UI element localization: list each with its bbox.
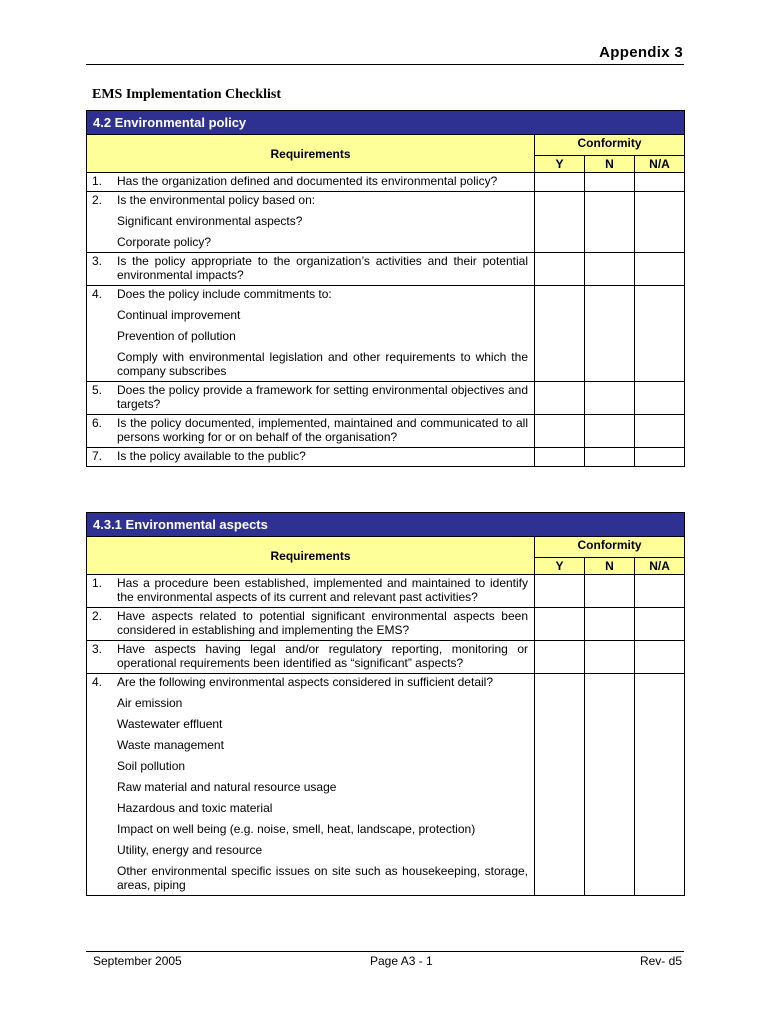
conformity-na-cell[interactable] — [635, 192, 685, 253]
conformity-na-cell[interactable] — [635, 253, 685, 286]
question-number: 1. — [92, 174, 103, 188]
requirement-cell — [87, 575, 535, 608]
requirement-cell — [87, 192, 535, 253]
na-column-header: N/A — [635, 156, 685, 173]
question-text: Does the policy include commitments to: — [117, 287, 332, 301]
document-title: EMS Implementation Checklist — [92, 87, 281, 102]
question-number: 3. — [92, 254, 103, 268]
conformity-na-cell[interactable] — [635, 608, 685, 641]
question-text: Has the organization defined and documented its environmental policy? — [117, 174, 498, 188]
question — [92, 253, 528, 282]
requirement-cell — [87, 382, 535, 415]
requirement-cell — [87, 415, 535, 448]
footer-rule — [86, 951, 684, 952]
sub-item: Prevention of pollution — [117, 329, 236, 343]
table-row — [87, 253, 685, 286]
question-text: Is the policy documented, implemented, maintained and communicated to all persons working for or on behalf of the organisation? — [117, 416, 528, 444]
conformity-y-cell[interactable] — [535, 674, 585, 896]
conformity-y-cell[interactable] — [535, 173, 585, 192]
question-text: Have aspects related to potential significant environmental aspects been considered in establishing and implementing the EMS? — [117, 609, 528, 637]
footer-revision: Rev- d5 — [639, 954, 682, 968]
checklist-table-environmental-policy — [86, 110, 685, 467]
y-column-header: Y — [535, 156, 585, 173]
conformity-header: Conformity — [535, 135, 685, 156]
table-row — [87, 575, 685, 608]
conformity-n-cell[interactable] — [585, 382, 635, 415]
conformity-y-cell[interactable] — [535, 575, 585, 608]
sub-item: Hazardous and toxic material — [117, 801, 273, 815]
question-number: 2. — [92, 193, 103, 207]
question — [92, 608, 528, 637]
conformity-n-cell[interactable] — [585, 173, 635, 192]
question-text: Are the following environmental aspects considered in sufficient detail? — [117, 675, 493, 689]
conformity-na-cell[interactable] — [635, 575, 685, 608]
requirement-cell — [87, 448, 535, 467]
requirements-header: Requirements — [87, 537, 535, 575]
sub-item: Impact on well being (e.g. noise, smell, heat, landscape, protection) — [117, 822, 476, 836]
conformity-na-cell[interactable] — [635, 448, 685, 467]
table-row — [87, 192, 685, 253]
conformity-y-cell[interactable] — [535, 641, 585, 674]
n-column-header: N — [585, 156, 635, 173]
question-number: 5. — [92, 383, 103, 397]
requirement-cell — [87, 253, 535, 286]
conformity-header: Conformity — [535, 537, 685, 558]
conformity-n-cell[interactable] — [585, 448, 635, 467]
question-text: Is the environmental policy based on: — [117, 193, 316, 207]
sub-item: Wastewater effluent — [117, 717, 223, 731]
table-row — [87, 173, 685, 192]
conformity-n-cell[interactable] — [585, 286, 635, 382]
table-row — [87, 641, 685, 674]
table-row — [87, 608, 685, 641]
question — [92, 674, 528, 689]
requirement-cell — [87, 173, 535, 192]
conformity-na-cell[interactable] — [635, 415, 685, 448]
sub-item: Significant environmental aspects? — [117, 214, 303, 228]
question — [92, 192, 528, 207]
conformity-y-cell[interactable] — [535, 192, 585, 253]
question-number: 4. — [92, 675, 103, 689]
sub-item: Soil pollution — [117, 759, 186, 773]
question — [92, 415, 528, 444]
table-row — [87, 415, 685, 448]
footer-page-number: Page A3 - 1 — [370, 954, 433, 968]
conformity-y-cell[interactable] — [535, 286, 585, 382]
question-text: Has a procedure been established, implemented and maintained to identify the environmental aspects of its current and relevant past activities? — [117, 576, 528, 604]
conformity-na-cell[interactable] — [635, 173, 685, 192]
question-number: 2. — [92, 609, 103, 623]
conformity-n-cell[interactable] — [585, 192, 635, 253]
question-number: 1. — [92, 576, 103, 590]
header-rule — [86, 64, 684, 65]
question-number: 3. — [92, 642, 103, 656]
question-number: 7. — [92, 449, 103, 463]
sub-item: Utility, energy and resource — [117, 843, 263, 857]
requirement-cell — [87, 286, 535, 382]
section-title: 4.2 Environmental policy — [87, 111, 685, 135]
section-title: 4.3.1 Environmental aspects — [87, 513, 685, 537]
question — [92, 448, 528, 463]
sub-item: Comply with environmental legislation and other requirements to which the company subscribes — [117, 350, 528, 378]
conformity-y-cell[interactable] — [535, 253, 585, 286]
requirement-cell — [87, 641, 535, 674]
conformity-n-cell[interactable] — [585, 575, 635, 608]
question-number: 4. — [92, 287, 103, 301]
checklist-table-environmental-aspects — [86, 512, 685, 896]
conformity-n-cell[interactable] — [585, 415, 635, 448]
table-row — [87, 286, 685, 382]
question-text: Have aspects having legal and/or regulatory reporting, monitoring or operational requirements been identified as “significant” aspects? — [117, 642, 528, 670]
sub-item: Waste management — [117, 738, 224, 752]
conformity-y-cell[interactable] — [535, 448, 585, 467]
question — [92, 173, 528, 188]
conformity-y-cell[interactable] — [535, 608, 585, 641]
conformity-na-cell[interactable] — [635, 641, 685, 674]
table-row — [87, 674, 685, 896]
question-text: Does the policy provide a framework for setting environmental objectives and targets? — [117, 383, 528, 411]
question — [92, 382, 528, 411]
conformity-y-cell[interactable] — [535, 415, 585, 448]
question — [92, 641, 528, 670]
table-row — [87, 382, 685, 415]
sub-item: Other environmental specific issues on site such as housekeeping, storage, areas, piping — [117, 864, 528, 892]
conformity-y-cell[interactable] — [535, 382, 585, 415]
n-column-header: N — [585, 558, 635, 575]
question-text: Is the policy appropriate to the organization’s activities and their potential environmental impacts? — [117, 254, 528, 282]
sub-item: Continual improvement — [117, 308, 241, 322]
conformity-n-cell[interactable] — [585, 674, 635, 896]
question-number: 6. — [92, 416, 103, 430]
y-column-header: Y — [535, 558, 585, 575]
table-row — [87, 448, 685, 467]
na-column-header: N/A — [635, 558, 685, 575]
conformity-n-cell[interactable] — [585, 253, 635, 286]
sub-item: Corporate policy? — [117, 235, 212, 249]
requirement-cell — [87, 674, 535, 896]
requirements-header: Requirements — [87, 135, 535, 173]
conformity-na-cell[interactable] — [635, 382, 685, 415]
conformity-n-cell[interactable] — [585, 641, 635, 674]
requirement-cell — [87, 608, 535, 641]
question — [92, 575, 528, 604]
question — [92, 286, 528, 301]
conformity-n-cell[interactable] — [585, 608, 635, 641]
footer-date: September 2005 — [93, 954, 182, 968]
sub-item: Raw material and natural resource usage — [117, 780, 337, 794]
question-text: Is the policy available to the public? — [117, 449, 306, 463]
conformity-na-cell[interactable] — [635, 674, 685, 896]
conformity-na-cell[interactable] — [635, 286, 685, 382]
appendix-label: Appendix 3 — [599, 44, 683, 61]
sub-item: Air emission — [117, 696, 183, 710]
